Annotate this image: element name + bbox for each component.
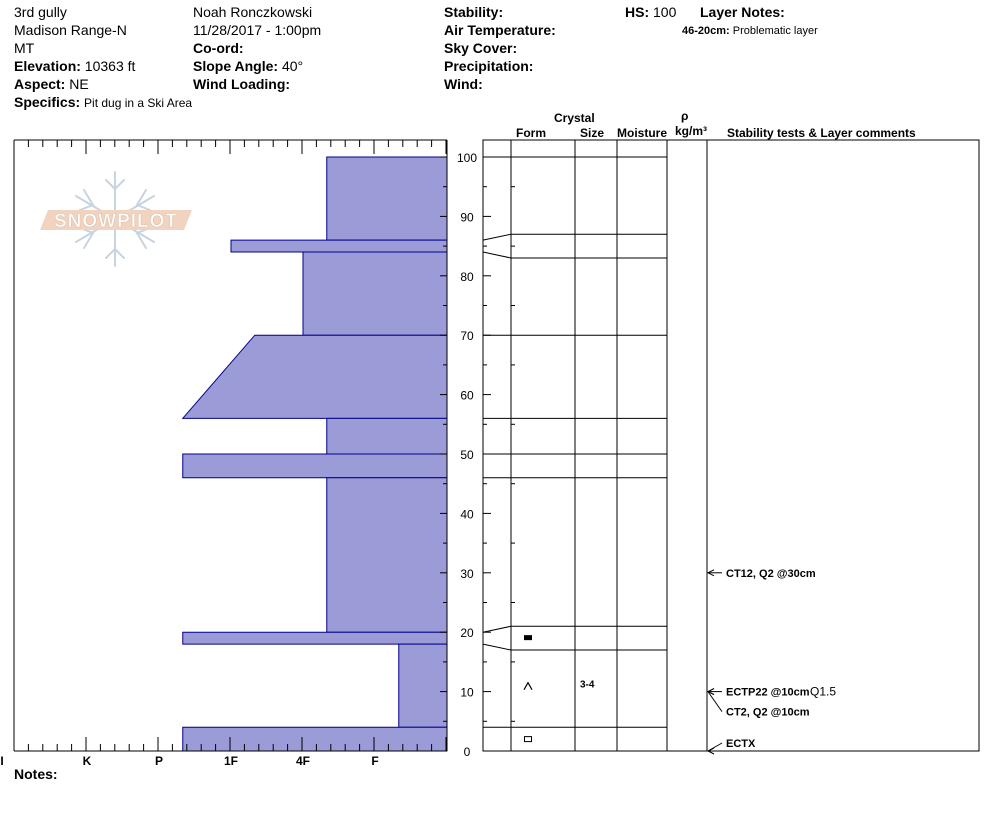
y-tick-label-20: 20: [460, 626, 474, 641]
crystal-form-open-rect-icon: [525, 737, 532, 742]
hs-value: 100: [653, 4, 677, 20]
stability-test-label-1: CT12, Q2 @30cm: [726, 567, 816, 580]
crystal-form-depth-hoar-icon: [524, 683, 532, 690]
slope-value: 40°: [281, 58, 304, 74]
x-tick-label-F: F: [371, 754, 379, 768]
hardness-layer-6: [183, 454, 447, 478]
form-header: Form: [516, 126, 546, 140]
stability-test-arrow: [708, 692, 722, 712]
air-temp-label: Air Temperature:: [444, 22, 556, 38]
aspect-value: NE: [69, 76, 89, 92]
aspect-label: Aspect:: [14, 76, 66, 92]
x-tick-label-K: K: [82, 754, 92, 768]
x-tick-label-1F: 1F: [223, 754, 239, 768]
hardness-profile: [183, 157, 447, 751]
hardness-layer-5: [327, 418, 447, 454]
y-tick-label-30: 30: [460, 566, 474, 581]
elevation-value: 10363 ft: [84, 58, 136, 74]
specifics-value: Pit dug in a Ski Area: [84, 96, 193, 110]
hardness-layer-2: [231, 240, 447, 252]
hardness-layer-1: [327, 157, 447, 240]
y-tick-label-0: 0: [463, 745, 471, 759]
sky-cover-label: Sky Cover:: [444, 40, 518, 56]
y-tick-label-70: 70: [460, 329, 474, 344]
stability-test-annotations: [708, 568, 836, 754]
hardness-layer-7: [327, 478, 447, 632]
hardness-layer-8: [183, 632, 447, 644]
crystal-size-2: 3-4: [580, 679, 595, 691]
location-text: 3rd gully: [14, 4, 67, 20]
range-text: Madison Range-N: [14, 22, 127, 38]
layer-table: [483, 140, 979, 751]
y-tick-label-60: 60: [460, 388, 474, 403]
precipitation-label: Precipitation:: [444, 58, 534, 74]
coord-label: Co-ord:: [193, 40, 244, 56]
slope-label: Slope Angle:: [193, 58, 279, 74]
layer-boundary-connector: [483, 644, 511, 650]
y-tick-label-80: 80: [460, 269, 474, 284]
layer-notes-label: Layer Notes:: [700, 4, 785, 20]
y-tick-label-50: 50: [460, 448, 474, 462]
observer-text: Noah Ronczkowski: [193, 4, 313, 20]
y-tick-label-90: 90: [460, 210, 474, 225]
size-header: Size: [580, 126, 605, 140]
datetime-text: 11/28/2017 - 1:00pm: [193, 22, 322, 38]
y-tick-label-40: 40: [460, 507, 474, 522]
crystal-rows: [524, 635, 595, 741]
moisture-header: Moisture: [617, 126, 668, 140]
hs-label: HS:: [625, 4, 650, 20]
state-text: MT: [14, 40, 35, 56]
stability-test-label-4: ECTX: [726, 738, 756, 750]
snowpilot-logo-icon: [40, 172, 192, 266]
notes-label: Notes:: [14, 766, 58, 782]
wind-loading-label: Wind Loading:: [193, 76, 291, 92]
x-tick-label-P: P: [154, 754, 164, 768]
x-tick-label-I: I: [0, 754, 4, 768]
stability-test-extra-2: Q1.5: [810, 684, 837, 699]
wind-label: Wind:: [444, 76, 483, 92]
depth-axis: [440, 151, 515, 759]
logo-text: SNOWPILOT: [53, 211, 179, 232]
density-unit-header: kg/m³: [675, 124, 708, 138]
hardness-layer-10: [183, 727, 447, 751]
stability-tests-header: Stability tests & Layer comments: [727, 126, 916, 140]
stability-test-label-3: CT2, Q2 @10cm: [726, 706, 810, 719]
y-tick-label-10: 10: [460, 685, 474, 700]
crystal-form-filled-square-icon: [524, 635, 532, 640]
specifics-label: Specifics:: [14, 94, 81, 110]
layer-note-depth: 46-20cm:: [682, 25, 730, 37]
layer-boundary-connector: [483, 626, 511, 632]
layer-boundary-connector: [483, 234, 511, 240]
rho-header: ρ: [681, 109, 689, 123]
layer-boundary-connector: [483, 252, 511, 258]
hardness-layer-4: [183, 335, 447, 418]
stability-label: Stability:: [444, 4, 504, 20]
hardness-layer-9: [399, 644, 447, 727]
layer-note-text: Problematic layer: [732, 25, 818, 37]
x-tick-label-4F: 4F: [295, 754, 311, 768]
elevation-label: Elevation:: [14, 58, 81, 74]
crystal-header: Crystal: [554, 111, 595, 125]
stability-test-label-2: ECTP22 @10cm: [726, 686, 810, 699]
y-tick-label-100: 100: [456, 151, 478, 165]
hardness-layer-3: [303, 252, 447, 335]
